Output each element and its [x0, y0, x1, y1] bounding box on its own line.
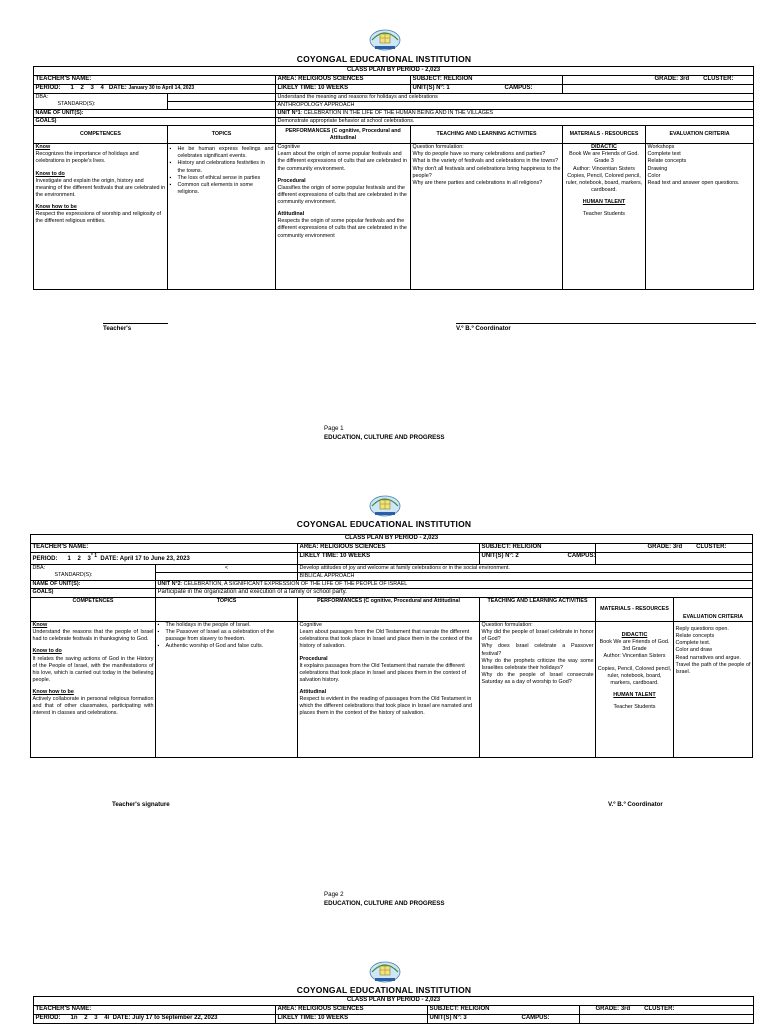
- topic-item: ▪ Common cult elements in some religions.: [170, 182, 274, 196]
- subject-label: SUBJECT: RELIGION: [411, 75, 563, 84]
- materials-cell: DIDACTIC Book We are Friends of God. 3rd Grade Author: Vincentian Sisters Copies, Pencil, Colored pencil, ruler, notebook, board, markers, cardboard. HUMAN TALENT Teacher Students: [596, 622, 674, 758]
- topic-item: ▪ The loss of ethical sense in parties: [170, 175, 274, 182]
- dba-text: Understand the meaning and reasons for holidays and celebrations: [276, 93, 754, 101]
- evaluation-cell: Reply questions open. Relate concepts Complete text. Color and draw Read narratives and argue. Travel the path of the people of Israel.: [674, 622, 753, 758]
- col-materials: MATERIALS - RESOURCES: [563, 126, 646, 144]
- evaluation-cell: Workshops Complete text Relate concepts Drawing Color Read text and answer open questions.: [646, 144, 754, 290]
- unit-name: UNIT N°2: CELEBRATION, A SIGNIFICANT EXPRESSION OF THE LIFE OF THE PEOPLE OF ISRAEL: [156, 580, 753, 588]
- subject-label: SUBJECT: RELIGION: [428, 1005, 580, 1014]
- period-row: PERIOD: 1 2 3 4 DATE: January 30 to April 14, 2023: [34, 84, 276, 93]
- teacher-name-label: TEACHER'S NAME:: [34, 75, 276, 84]
- likely-time: LIKELY TIME: 10 WEEKS: [298, 552, 480, 564]
- teacher-signature: Teacher's: [103, 325, 132, 332]
- teaching-cell: Question formulation: Why do people have so many celebrations and parties? What is the variety of festivals and celebrations in the towns? Why don't all festivals and celebrations bring happiness to the people? Why are there parties and celebrations in all religions?: [411, 144, 563, 290]
- performances-cell: Cognitive Learn about passages from the Old Testament that narrate the different celebrations that took place in Israel and place them in the context of the history of salvation. Procedural It explains passages from the Old Testament that narrate the different celebrations that took place in Israel and places them in the context of salvation history. Attitudinal Respect is evident in the reading of passages from the Old Testament in which the different celebrations that took place in Israel are narrated and places them in the context of the history of salvation.: [298, 622, 480, 758]
- campus-label: CAMPUS:: [580, 1014, 754, 1023]
- topic-item: ▪ He be human express feelings and celebrates significant events.: [170, 146, 274, 160]
- teacher-name-label: TEACHER'S NAME:: [34, 1005, 276, 1014]
- col-topics: TOPICS: [168, 126, 276, 144]
- unit-name-label: NAME OF UNIT(S):: [31, 580, 156, 588]
- likely-time: LIKELY TIME: 10 WEEKS: [276, 84, 411, 93]
- competences-cell: Know Recognizes the importance of holidays and celebrations in people's lives. Know to do Investigate and explain the origin, history and meaning of the different festivals that are celebrated in the environment. Know how to be Respect the expressions of worship and religiosity of the different religious entities.: [34, 144, 168, 290]
- class-plan-table-3: [33, 996, 754, 1024]
- teaching-cell: Question formulation: Why did the people of Israel celebrate in honor of God? Why does Israel celebrate a Passover festival? Why do the prophets criticize the way some Israelites celebrate their holidays? Why do the people of Israel consecrate Saturday as a day of worship to God?: [480, 622, 596, 758]
- col-performances: PERFORMANCES (C ognitive, Procedural and Attitudinal: [276, 126, 411, 144]
- unit-number: UNIT(S) Nº: 1: [411, 84, 563, 93]
- teacher-signature: Teacher's signature: [112, 801, 170, 808]
- col-competences: COMPETENCES: [31, 598, 156, 622]
- page-number: Page 2: [324, 891, 344, 898]
- plan-title: CLASS PLAN BY PERIOD - 2,023: [34, 67, 754, 76]
- dba-label: DBA: STANDARD(S):: [31, 564, 156, 580]
- footer-motto: EDUCATION, CULTURE AND PROGRESS: [324, 433, 445, 441]
- materials-cell: DIDACTIC Book We are Friends of God. Grade 3 Author: Vincentian Sisters Copies, Pencil, Colored pencil, ruler, notebook, board, markers, cardboard. HUMAN TALENT Teacher Students: [563, 144, 646, 290]
- unit-name-label: NAME OF UNIT(S):: [34, 109, 276, 117]
- unit-number: UNIT(S) Nº: 2: [480, 552, 596, 564]
- col-topics: TOPICS: [156, 598, 298, 622]
- likely-time: LIKELY TIME: 10 WEEKS: [276, 1014, 428, 1023]
- unit-number: UNIT(S) Nº: 3: [428, 1014, 580, 1023]
- competences-cell: Know Understand the reasons that the people of Israel had to celebrate festivals in thanksgiving to God. Know to do It relates the saving actions of God in the History of the People of Israel, with the manifestations of his love, which is carried out today in the believing people. Know how to be Actively collaborate in personal religious formation and that of other classmates, participating with interest in classes and celebrations.: [31, 622, 156, 758]
- col-evaluation: EVALUATION CRITERIA: [646, 126, 754, 144]
- grade-cluster: GRADE: 3rd CLUSTER:: [596, 543, 753, 552]
- campus-label: CAMPUS:: [563, 84, 754, 93]
- institution-name: COYONGAL EDUCATIONAL INSTITUTION: [296, 54, 472, 64]
- area-label: AREA: RELIGIOUS SCIENCES: [276, 75, 411, 84]
- goals-label: GOALS): [31, 589, 156, 598]
- col-materials: MATERIALS - RESOURCES: [596, 598, 674, 622]
- grade-cluster: GRADE: 3rd CLUSTER:: [563, 75, 754, 84]
- institution-name: COYONGAL EDUCATIONAL INSTITUTION: [296, 985, 472, 995]
- topic-item: ▪ History and celebrations festivities in the towns.: [170, 160, 274, 174]
- page-number: Page 1: [324, 425, 344, 432]
- area-label: AREA: RELIGIOUS SCIENCES: [298, 543, 480, 552]
- dba-text: Develop attitudes of joy and welcome at family celebrations or in the social environment.: [298, 564, 753, 572]
- campus-label: CAMPUS:: [596, 552, 753, 564]
- plan-title: CLASS PLAN BY PERIOD - 2,023: [31, 535, 753, 544]
- institution-logo: [368, 958, 402, 984]
- period-row: PERIOD: 1n 2 3 4l DATE: July 17 to September 22, 2023: [34, 1014, 276, 1023]
- col-teaching: TEACHING AND LEARNING ACTIVITIES: [411, 126, 563, 144]
- standards-text: BIBLICAL APPROACH: [298, 572, 753, 580]
- performances-cell: Cognitive Learn about the origin of some popular festivals and the different expressions of cults that are celebrated in the community environment. Procedural Classifies the origin of some popular festivals and the different expressions of cults that are celebrated in the community environment. Attitudinal Respects the origin of some popular festivals and the different expressions of cults that are celebrated in the community environment: [276, 144, 411, 290]
- col-performances: PERFORMANCES (C ognitive, Procedural and Attitudinal: [298, 598, 480, 622]
- col-evaluation: EVALUATION CRITERIA: [674, 598, 753, 622]
- footer-motto: EDUCATION, CULTURE AND PROGRESS: [324, 899, 445, 907]
- unit-name: UNIT N°1: CELEBRATION IN THE LIFE OF THE HUMAN BEING AND IN THE VILLAGES: [276, 109, 754, 117]
- topic-item: ▪ The holidays in the people of Israel.: [158, 622, 296, 629]
- dba-label: DBA: STANDARD(S):: [34, 93, 168, 109]
- topic-item: ▪ The Passover of Israel as a celebration of the passage from slavery to freedom.: [158, 629, 296, 643]
- coordinator-signature: V.º B.º Coordinator: [456, 325, 511, 332]
- goals-label: GOALS): [34, 118, 276, 126]
- goals-text: Participate in the organization and execution of a family or school party.: [156, 589, 753, 598]
- col-teaching: TEACHING AND LEARNING ACTIVITIES: [480, 598, 596, 622]
- teacher-name-label: TEACHER'S NAME:: [31, 543, 298, 552]
- goals-text: Demonstrate appropriate behavior at school celebrations.: [276, 118, 754, 126]
- plan-title: CLASS PLAN BY PERIOD - 2,023: [34, 997, 754, 1006]
- coordinator-signature: V.º B.º Coordinator: [608, 801, 663, 808]
- col-competences: COMPETENCES: [34, 126, 168, 144]
- area-label: AREA: RELIGIOUS SCIENCES: [276, 1005, 428, 1014]
- grade-cluster: GRADE: 3rd CLUSTER:: [580, 1005, 754, 1014]
- topic-item: ▪ Authentic worship of God and false cults.: [158, 643, 296, 650]
- standards-text: ANTHROPOLOGY APPROACH: [276, 101, 754, 109]
- dba-mark: <: [156, 564, 298, 572]
- period-row: PERIOD: 1 2 $3^{^\circ 1}$ DATE: April 17 to June 23, 2023: [31, 552, 298, 564]
- subject-label: SUBJECT: RELIGION: [480, 543, 596, 552]
- institution-name: COYONGAL EDUCATIONAL INSTITUTION: [296, 519, 472, 529]
